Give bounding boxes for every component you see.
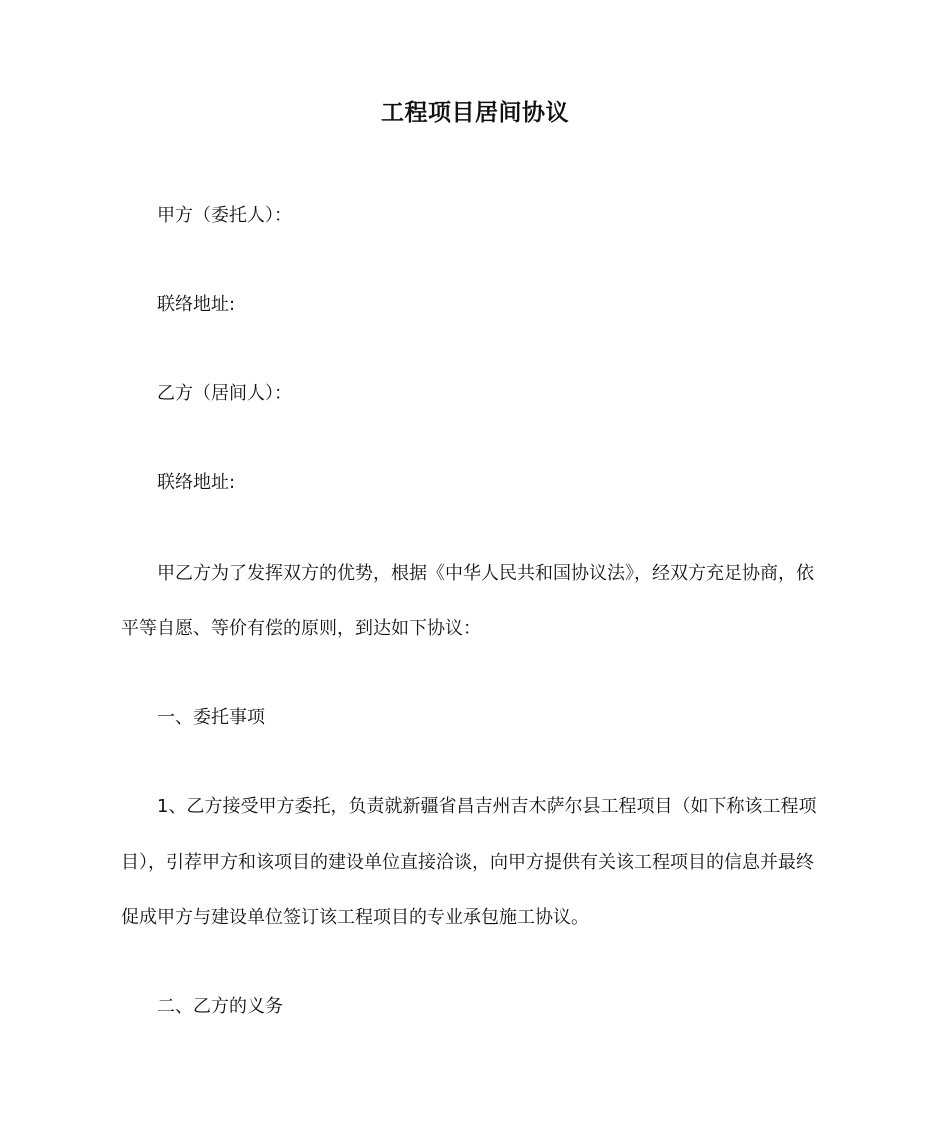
clause-1-line-1: 1、乙方接受甲方委托，负责就新疆省昌吉州吉木萨尔县工程项目（如下称该工程项 (157, 796, 817, 817)
clause-1-line-2: 目），引荐甲方和该项目的建设单位直接洽谈，向甲方提供有关该工程项目的信息并最终 (121, 852, 814, 873)
section-1-heading: 一、委托事项 (157, 707, 265, 728)
party-b-address-label: 联络地址: (157, 472, 236, 493)
party-a-address-label: 联络地址: (157, 294, 236, 315)
party-a-label: 甲方（委托人）： (157, 205, 292, 226)
preamble-line-2: 平等自愿、等价有偿的原则，到达如下协议： (121, 618, 481, 639)
clause-1-line-3: 促成甲方与建设单位签订该工程项目的专业承包施工协议。 (121, 907, 589, 928)
preamble-line-1: 甲乙方为了发挥双方的优势，根据《中华人民共和国协议法》，经双方充足协商，依 (157, 563, 814, 584)
party-b-label: 乙方（居间人）： (157, 383, 292, 404)
section-2-heading: 二、乙方的义务 (157, 996, 283, 1017)
document-title: 工程项目居间协议 (381, 100, 569, 126)
